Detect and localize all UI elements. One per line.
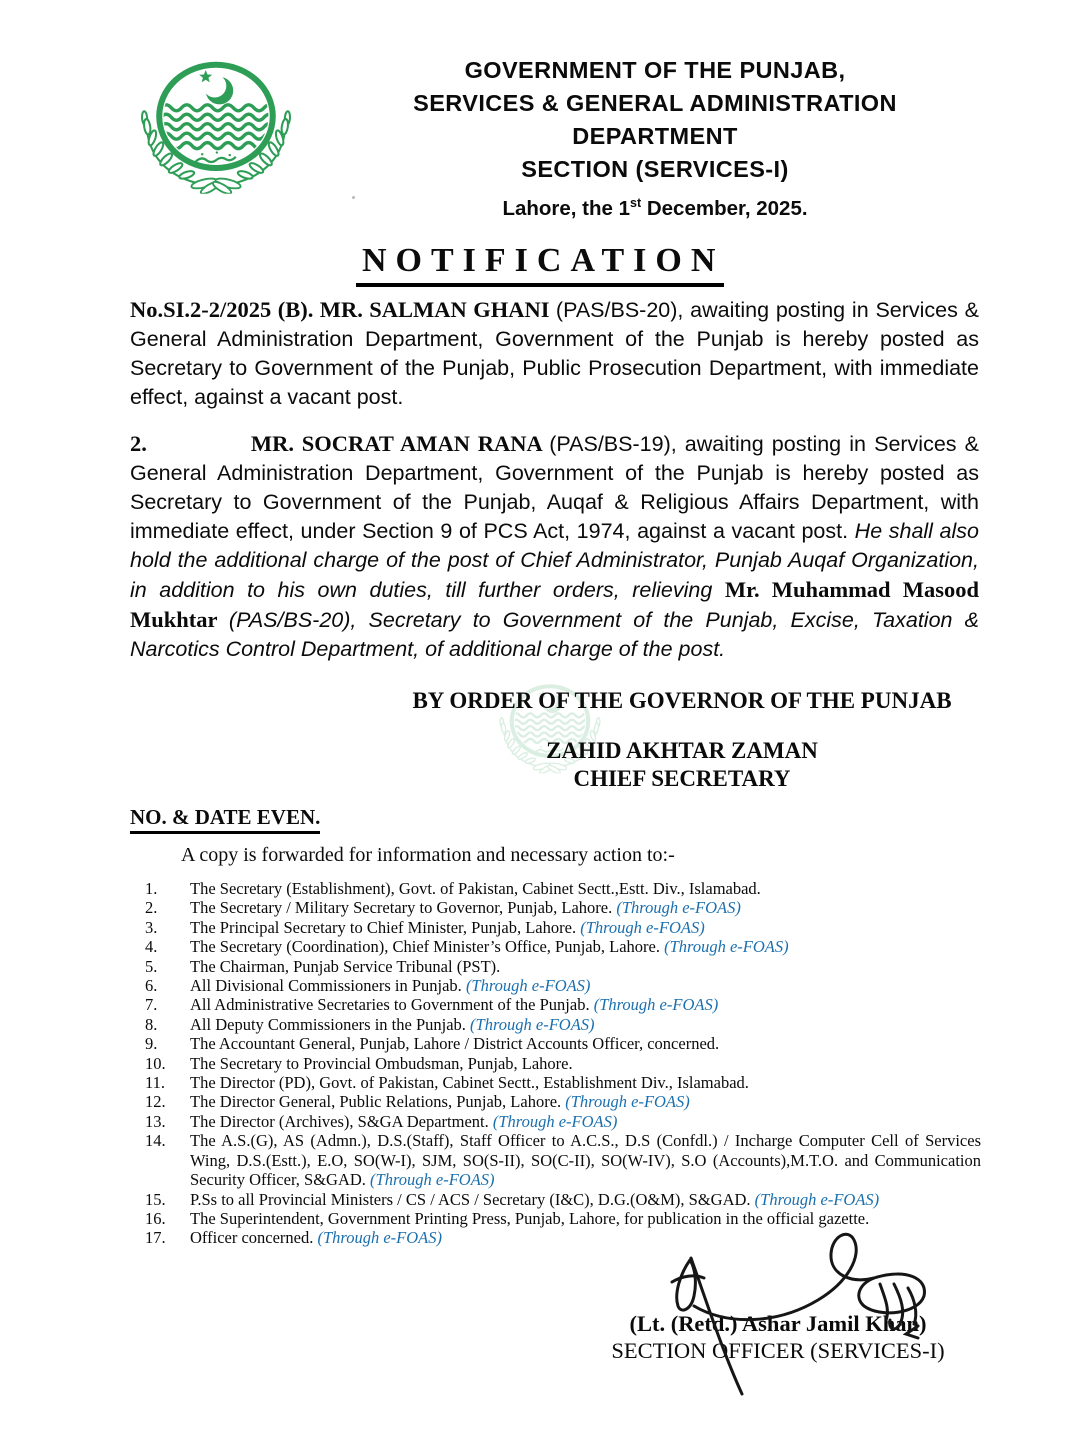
item-text: The Director (Archives), S&GA Department. (Through e-FOAS): [190, 1111, 618, 1131]
item-text: The Secretary (Establishment), Govt. of Pakistan, Cabinet Sectt.,Estt. Div., Islamabad.: [190, 879, 761, 898]
distribution-item: [145, 898, 981, 917]
item-number: 8.: [145, 1014, 158, 1034]
distribution-item: [145, 976, 981, 995]
item-text: The Chairman, Punjab Service Tribunal (PST).: [190, 956, 501, 976]
notification-body: [130, 295, 979, 664]
item-text: All Administrative Secretaries to Government of the Punjab. (Through e-FOAS): [190, 995, 719, 1015]
text-segment: (PAS/BS-20), Secretary to Government of the Punjab, Excise, Taxation & Narcotics Control Department, of additional charge of the post.: [130, 608, 979, 661]
distribution-item: [145, 879, 981, 898]
efoas-note: (Through e-FOAS): [465, 976, 591, 996]
item-text: The A.S.(G), AS (Admn.), D.S.(Staff), Staff Officer to A.C.S., D.S (Confdl.) / Incharge Computer Cell of Services Wing, D.S.(Estt.), E.O, SO(W-I), SJM, SO(S-II), SO(C-II), SO(W-IV), S.O (Accounts),M.T.O. and Communication Security Officer, S&GAD. (Through e-FOAS): [190, 1131, 981, 1190]
efoas-note: (Through e-FOAS): [593, 995, 719, 1015]
item-number: 6.: [145, 976, 158, 996]
closing-block: [402, 686, 962, 793]
item-number: 5.: [145, 956, 158, 976]
distribution-item: [145, 957, 981, 976]
item-text: The Superintendent, Government Printing Press, Punjab, Lahore, for publication in the official gazette.: [190, 1208, 870, 1228]
date-suffix: December, 2025.: [641, 196, 808, 220]
item-number: 12.: [145, 1092, 166, 1112]
efoas-note: (Through e-FOAS): [370, 1170, 495, 1190]
item-number: 4.: [145, 937, 158, 957]
distribution-item: [145, 937, 981, 956]
signatory-designation: CHIEF SECRETARY: [573, 766, 791, 791]
item-text: All Deputy Commissioners in the Punjab. (Through e-FOAS): [190, 1014, 595, 1034]
efoas-note: (Through e-FOAS): [565, 1092, 690, 1112]
org-line-1: GOVERNMENT OF THE PUNJAB,: [464, 57, 846, 83]
efoas-note: (Through e-FOAS): [492, 1111, 618, 1131]
item-text: The Secretary (Coordination), Chief Minister’s Office, Punjab, Lahore. (Through e-FOAS): [190, 937, 789, 957]
efoas-note: (Through e-FOAS): [317, 1228, 442, 1248]
distribution-item: [145, 1015, 981, 1034]
punjab-crest-logo: [130, 56, 302, 194]
item-number: 7.: [145, 995, 158, 1015]
text-segment: (PAS/BS-20), awaiting posting in Services & General Administration Department, Government of the Punjab is hereby posted as Secretary to Government of the Punjab, Public Prosecution Department, with immediate effect, against a vacant post.: [130, 298, 980, 409]
efoas-note: (Through e-FOAS): [754, 1189, 880, 1209]
distribution-item: [145, 1073, 981, 1092]
item-text: Officer concerned. (Through e-FOAS): [190, 1228, 442, 1248]
item-text: The Secretary / Military Secretary to Governor, Punjab, Lahore. (Through e-FOAS): [190, 898, 741, 918]
item-number: 2.: [145, 898, 158, 918]
reference-heading: NO. & DATE EVEN.: [130, 805, 320, 834]
text-segment: No.SI.2-2/2025 (B). MR. SALMAN GHANI: [130, 297, 556, 322]
item-text: The Director General, Public Relations, Punjab, Lahore. (Through e-FOAS): [190, 1092, 690, 1112]
by-order-line: BY ORDER OF THE GOVERNOR OF THE PUNJAB: [412, 688, 952, 713]
text-segment: (PAS/BS-19), awaiting posting in Services & General Administration Department, Government of the Punjab is hereby posted as Secretary to Government of the Punjab, Auqaf & Religious Affairs Department, with immediate effect, under Section 9 of PCS Act, 1974, against a vacant post.: [130, 432, 979, 543]
distribution-list: [145, 879, 981, 1248]
place-date-line: [330, 196, 980, 221]
item-text: The Accountant General, Punjab, Lahore / District Accounts Officer, concerned.: [190, 1034, 720, 1054]
officer-name: (Lt. (Retd.) Ashar Jamil Khan): [629, 1311, 927, 1336]
distribution-item: [145, 918, 981, 937]
date-prefix: Lahore, the 1: [502, 196, 631, 220]
text-segment: MR. SOCRAT AMAN RANA: [250, 431, 550, 456]
item-number: 14.: [145, 1131, 166, 1151]
forwarding-line: A copy is forwarded for information and necessary action to:-: [181, 844, 675, 866]
distribution-item: [145, 1209, 981, 1228]
item-text: The Principal Secretary to Chief Minister, Punjab, Lahore. (Through e-FOAS): [190, 917, 705, 937]
text-segment: He shall also hold the additional charge of the post of Chief Administrator, Punjab Auqaf Organization, in addition to his own duties, till further orders, relieving: [130, 519, 979, 602]
efoas-note: (Through e-FOAS): [664, 937, 789, 957]
officer-designation: SECTION OFFICER (SERVICES-I): [611, 1338, 945, 1363]
distribution-item: [145, 1112, 981, 1131]
distribution-item: [145, 1034, 981, 1053]
distribution-item: [145, 995, 981, 1014]
org-line-4: SECTION (SERVICES-I): [521, 156, 789, 182]
letterhead: [330, 54, 980, 186]
item-text: All Divisional Commissioners in Punjab. (Through e-FOAS): [190, 976, 591, 996]
efoas-note: (Through e-FOAS): [580, 917, 705, 937]
org-line-3: DEPARTMENT: [572, 123, 738, 149]
distribution-item: [145, 1190, 981, 1209]
distribution-item: [145, 1228, 981, 1247]
item-number: 16.: [145, 1208, 166, 1228]
item-text: The Secretary to Provincial Ombudsman, Punjab, Lahore.: [190, 1053, 573, 1073]
distribution-item: [145, 1054, 981, 1073]
efoas-note: (Through e-FOAS): [470, 1014, 595, 1034]
notification-paragraph: [130, 295, 979, 412]
item-number: 1.: [145, 879, 158, 898]
efoas-note: (Through e-FOAS): [616, 898, 741, 918]
item-number: 10.: [145, 1053, 166, 1073]
item-text: P.Ss to all Provincial Ministers / CS / ACS / Secretary (I&C), D.G.(O&M), S&GAD. (Through e-FOAS): [190, 1189, 880, 1209]
text-segment: 2.: [130, 431, 147, 456]
item-number: 13.: [145, 1111, 166, 1131]
document-title: NOTIFICATION: [356, 242, 724, 287]
text-segment: Mr. Muhammad Masood Mukhtar: [130, 577, 979, 632]
item-number: 3.: [145, 917, 158, 937]
distribution-item: [145, 1092, 981, 1111]
org-line-2: SERVICES & GENERAL ADMINISTRATION: [413, 90, 897, 116]
officer-signature-block: [558, 1310, 998, 1364]
item-number: 9.: [145, 1034, 158, 1054]
item-text: The Director (PD), Govt. of Pakistan, Cabinet Sectt., Establishment Div., Islamabad.: [190, 1073, 749, 1093]
signatory-name: ZAHID AKHTAR ZAMAN: [546, 738, 818, 763]
item-number: 17.: [145, 1228, 166, 1248]
notification-paragraph: [130, 429, 979, 664]
distribution-item: [145, 1131, 981, 1189]
item-number: 15.: [145, 1189, 166, 1209]
item-number: 11.: [145, 1073, 166, 1093]
date-ordinal-superscript: st: [630, 196, 642, 210]
